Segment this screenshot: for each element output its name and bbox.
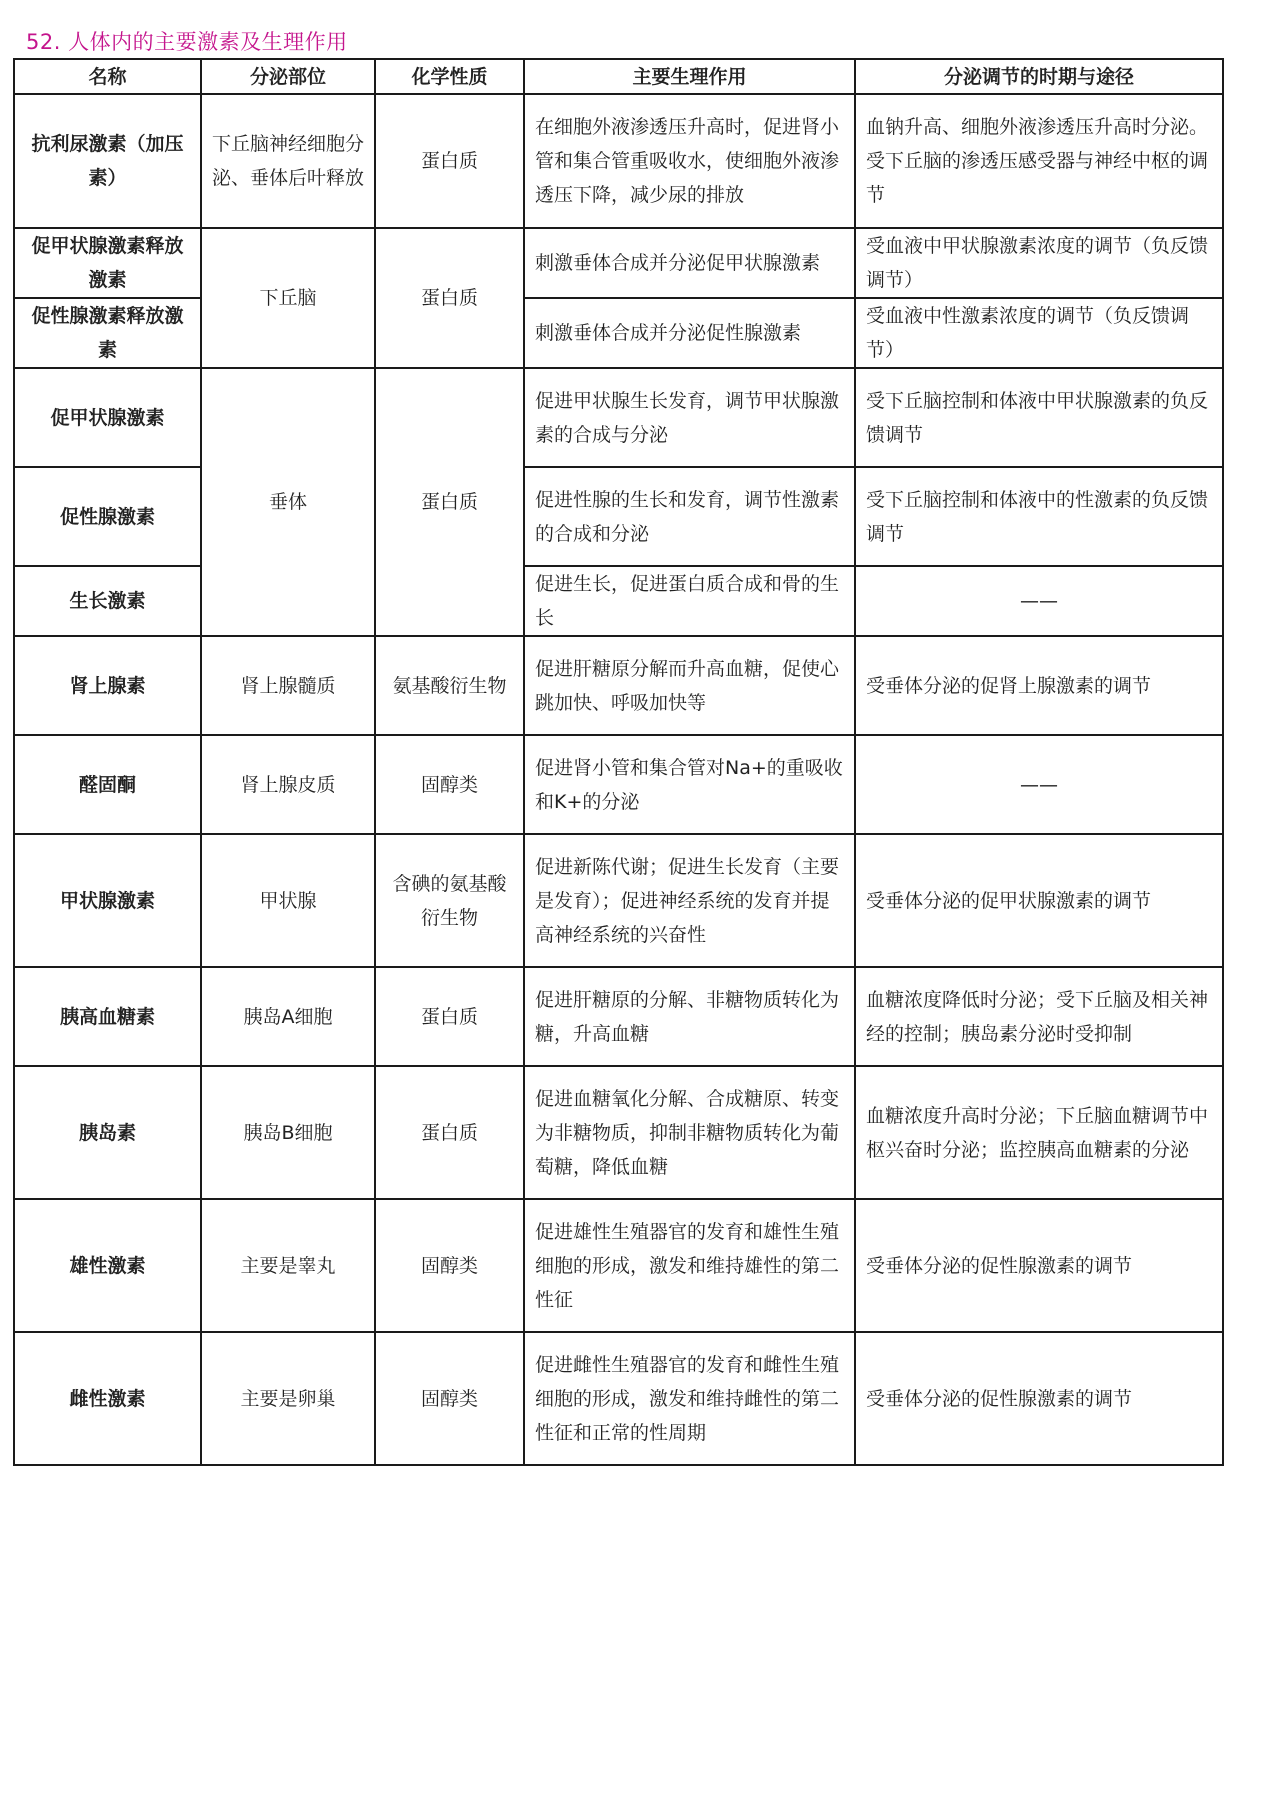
regulation: 受垂体分泌的促肾上腺激素的调节 <box>855 636 1223 735</box>
secretion-site: 甲状腺 <box>201 834 375 967</box>
regulation: 血糖浓度升高时分泌；下丘脑血糖调节中枢兴奋时分泌；监控胰高血糖素的分泌 <box>855 1066 1223 1199</box>
physiological-function: 在细胞外液渗透压升高时，促进肾小管和集合管重吸收水，使细胞外液渗透压下降，减少尿的排放 <box>524 94 855 228</box>
hormone-name: 抗利尿激素（加压素） <box>14 94 201 228</box>
chemical-nature: 蛋白质 <box>375 94 524 228</box>
hormone-name: 促甲状腺激素释放激素 <box>14 228 201 298</box>
regulation: 血钠升高、细胞外液渗透压升高时分泌。受下丘脑的渗透压感受器与神经中枢的调节 <box>855 94 1223 228</box>
chemical-nature: 固醇类 <box>375 1199 524 1332</box>
secretion-site: 下丘脑神经细胞分泌、垂体后叶释放 <box>201 94 375 228</box>
table-row <box>14 368 1223 467</box>
secretion-site: 主要是卵巢 <box>201 1332 375 1465</box>
header-site: 分泌部位 <box>201 59 375 94</box>
chemical-nature: 固醇类 <box>375 1332 524 1465</box>
table-row <box>14 1066 1223 1199</box>
physiological-function: 促进肝糖原分解而升高血糖，促使心跳加快、呼吸加快等 <box>524 636 855 735</box>
hormone-name: 甲状腺激素 <box>14 834 201 967</box>
hormone-name: 肾上腺素 <box>14 636 201 735</box>
hormone-table <box>13 58 1224 1466</box>
physiological-function: 促进新陈代谢；促进生长发育（主要是发育）；促进神经系统的发育并提高神经系统的兴奋性 <box>524 834 855 967</box>
hormone-name: 促性腺激素 <box>14 467 201 566</box>
regulation: 受垂体分泌的促性腺激素的调节 <box>855 1332 1223 1465</box>
physiological-function: 刺激垂体合成并分泌促性腺激素 <box>524 298 855 368</box>
table-row <box>14 566 1223 636</box>
regulation: 受垂体分泌的促性腺激素的调节 <box>855 1199 1223 1332</box>
header-name: 名称 <box>14 59 201 94</box>
table-row <box>14 228 1223 298</box>
chemical-nature: 蛋白质 <box>375 1066 524 1199</box>
chemical-nature: 蛋白质 <box>375 967 524 1066</box>
secretion-site: 垂体 <box>201 368 375 636</box>
regulation: 受血液中性激素浓度的调节（负反馈调节） <box>855 298 1223 368</box>
physiological-function: 促进血糖氧化分解、合成糖原、转变为非糖物质，抑制非糖物质转化为葡萄糖，降低血糖 <box>524 1066 855 1199</box>
physiological-function: 促进肝糖原的分解、非糖物质转化为糖，升高血糖 <box>524 967 855 1066</box>
table-row <box>14 735 1223 834</box>
regulation: 血糖浓度降低时分泌；受下丘脑及相关神经的控制；胰岛素分泌时受抑制 <box>855 967 1223 1066</box>
secretion-site: 下丘脑 <box>201 228 375 368</box>
hormone-name: 胰高血糖素 <box>14 967 201 1066</box>
hormone-name: 胰岛素 <box>14 1066 201 1199</box>
header-chem: 化学性质 <box>375 59 524 94</box>
hormone-name: 雌性激素 <box>14 1332 201 1465</box>
hormone-name: 促性腺激素释放激素 <box>14 298 201 368</box>
table-row <box>14 1332 1223 1465</box>
page-title: 52. 人体内的主要激素及生理作用 <box>26 30 348 54</box>
secretion-site: 胰岛A细胞 <box>201 967 375 1066</box>
physiological-function: 促进肾小管和集合管对Na+的重吸收和K+的分泌 <box>524 735 855 834</box>
chemical-nature: 含碘的氨基酸衍生物 <box>375 834 524 967</box>
table-row <box>14 298 1223 368</box>
chemical-nature: 氨基酸衍生物 <box>375 636 524 735</box>
physiological-function: 刺激垂体合成并分泌促甲状腺激素 <box>524 228 855 298</box>
secretion-site: 肾上腺皮质 <box>201 735 375 834</box>
physiological-function: 促进雌性生殖器官的发育和雌性生殖细胞的形成，激发和维持雌性的第二性征和正常的性周期 <box>524 1332 855 1465</box>
table-row <box>14 1199 1223 1332</box>
chemical-nature: 蛋白质 <box>375 368 524 636</box>
table-header-row <box>14 59 1223 94</box>
physiological-function: 促进性腺的生长和发育，调节性激素的合成和分泌 <box>524 467 855 566</box>
table-row <box>14 636 1223 735</box>
physiological-function: 促进生长，促进蛋白质合成和骨的生长 <box>524 566 855 636</box>
physiological-function: 促进雄性生殖器官的发育和雄性生殖细胞的形成，激发和维持雄性的第二性征 <box>524 1199 855 1332</box>
regulation: 受下丘脑控制和体液中的性激素的负反馈调节 <box>855 467 1223 566</box>
header-regulation: 分泌调节的时期与途径 <box>855 59 1223 94</box>
hormone-name: 促甲状腺激素 <box>14 368 201 467</box>
header-function: 主要生理作用 <box>524 59 855 94</box>
secretion-site: 主要是睾丸 <box>201 1199 375 1332</box>
table-row <box>14 834 1223 967</box>
secretion-site: 胰岛B细胞 <box>201 1066 375 1199</box>
regulation: 受血液中甲状腺激素浓度的调节（负反馈调节） <box>855 228 1223 298</box>
regulation: 受下丘脑控制和体液中甲状腺激素的负反馈调节 <box>855 368 1223 467</box>
regulation: 受垂体分泌的促甲状腺激素的调节 <box>855 834 1223 967</box>
table-row <box>14 967 1223 1066</box>
chemical-nature: 蛋白质 <box>375 228 524 368</box>
regulation: —— <box>855 566 1223 636</box>
table-row <box>14 94 1223 228</box>
hormone-name: 雄性激素 <box>14 1199 201 1332</box>
regulation: —— <box>855 735 1223 834</box>
hormone-name: 生长激素 <box>14 566 201 636</box>
chemical-nature: 固醇类 <box>375 735 524 834</box>
secretion-site: 肾上腺髓质 <box>201 636 375 735</box>
hormone-name: 醛固酮 <box>14 735 201 834</box>
table-row <box>14 467 1223 566</box>
physiological-function: 促进甲状腺生长发育，调节甲状腺激素的合成与分泌 <box>524 368 855 467</box>
